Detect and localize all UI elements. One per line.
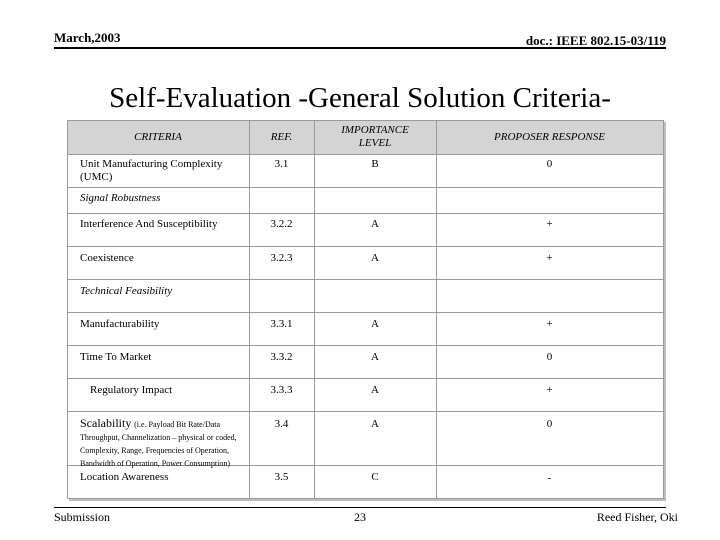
row-divider xyxy=(68,213,663,214)
ref-cell: 3.3.1 xyxy=(270,318,293,330)
row-divider xyxy=(68,312,663,313)
level-cell: A xyxy=(371,218,379,230)
level-cell: A xyxy=(371,384,379,396)
response-cell: 0 xyxy=(546,158,553,170)
column-divider xyxy=(314,121,315,498)
row-divider xyxy=(68,345,663,346)
column-header-criteria: CRITERIA xyxy=(134,131,182,143)
footer-rule xyxy=(54,507,666,508)
header-rule xyxy=(54,47,666,49)
criteria-cell: Time To Market xyxy=(80,351,152,363)
level-cell: B xyxy=(371,158,379,170)
section-label-technical-feasibility: Technical Feasibility xyxy=(80,285,173,297)
table-row-umc-criteria xyxy=(80,158,248,184)
response-cell: 0 xyxy=(546,351,553,363)
response-cell: + xyxy=(546,318,553,330)
level-cell: A xyxy=(371,418,379,430)
column-header-importance-line2: LEVEL xyxy=(358,137,392,149)
level-cell: A xyxy=(371,318,379,330)
criteria-cell-scalability xyxy=(80,417,246,470)
footer-submission: Submission xyxy=(54,510,111,524)
response-cell: + xyxy=(546,252,553,264)
row-divider xyxy=(68,378,663,379)
footer-author: Reed Fisher, Oki xyxy=(596,510,678,524)
ref-cell: 3.2.2 xyxy=(270,218,293,230)
criteria-text: Scalability xyxy=(80,416,132,430)
response-cell: + xyxy=(546,384,553,396)
row-divider xyxy=(68,187,663,188)
ref-cell: 3.3.2 xyxy=(270,351,293,363)
criteria-cell: Interference And Susceptibility xyxy=(80,218,218,230)
ref-cell: 3.3.3 xyxy=(270,384,293,396)
row-divider xyxy=(68,154,663,155)
ref-cell: 3.2.3 xyxy=(270,252,293,264)
header-doc-id: doc.: IEEE 802.15-03/119 xyxy=(525,33,666,48)
column-header-importance xyxy=(314,124,436,150)
column-divider xyxy=(436,121,437,498)
level-cell: A xyxy=(371,252,379,264)
row-divider xyxy=(68,411,663,412)
criteria-cell: Regulatory Impact xyxy=(90,384,173,396)
response-cell: - xyxy=(547,472,552,484)
response-cell: 0 xyxy=(546,418,553,430)
criteria-note: (i.e. Payload Bit Rate/Data Throughput, Channelization – physical or coded, Complexity, Range, Frequencies of Operation, Bandwidth of Operation, Power Consumption) xyxy=(80,420,237,468)
ref-cell: 3.1 xyxy=(274,158,289,170)
row-divider xyxy=(68,279,663,280)
column-header-ref: REF. xyxy=(270,131,293,143)
section-label-signal-robustness: Signal Robustness xyxy=(80,192,161,204)
column-divider xyxy=(249,121,250,498)
criteria-cell: Manufacturability xyxy=(80,318,160,330)
column-header-importance-line1: IMPORTANCE xyxy=(341,124,409,136)
criteria-table xyxy=(67,120,664,499)
response-cell: + xyxy=(546,218,553,230)
criteria-cell: Coexistence xyxy=(80,252,134,264)
row-divider xyxy=(68,246,663,247)
criteria-text: (UMC) xyxy=(80,171,113,183)
header-date: March,2003 xyxy=(54,30,121,45)
level-cell: A xyxy=(371,351,379,363)
page-number: 23 xyxy=(354,510,366,524)
slide-title: Self-Evaluation -General Solution Criteria- xyxy=(109,82,611,114)
ref-cell: 3.5 xyxy=(274,471,289,483)
ref-cell: 3.4 xyxy=(274,418,289,430)
level-cell: C xyxy=(371,471,379,483)
criteria-text: Unit Manufacturing Complexity xyxy=(80,158,223,170)
column-header-response: PROPOSER RESPONSE xyxy=(494,131,605,143)
criteria-cell: Location Awareness xyxy=(80,471,169,483)
